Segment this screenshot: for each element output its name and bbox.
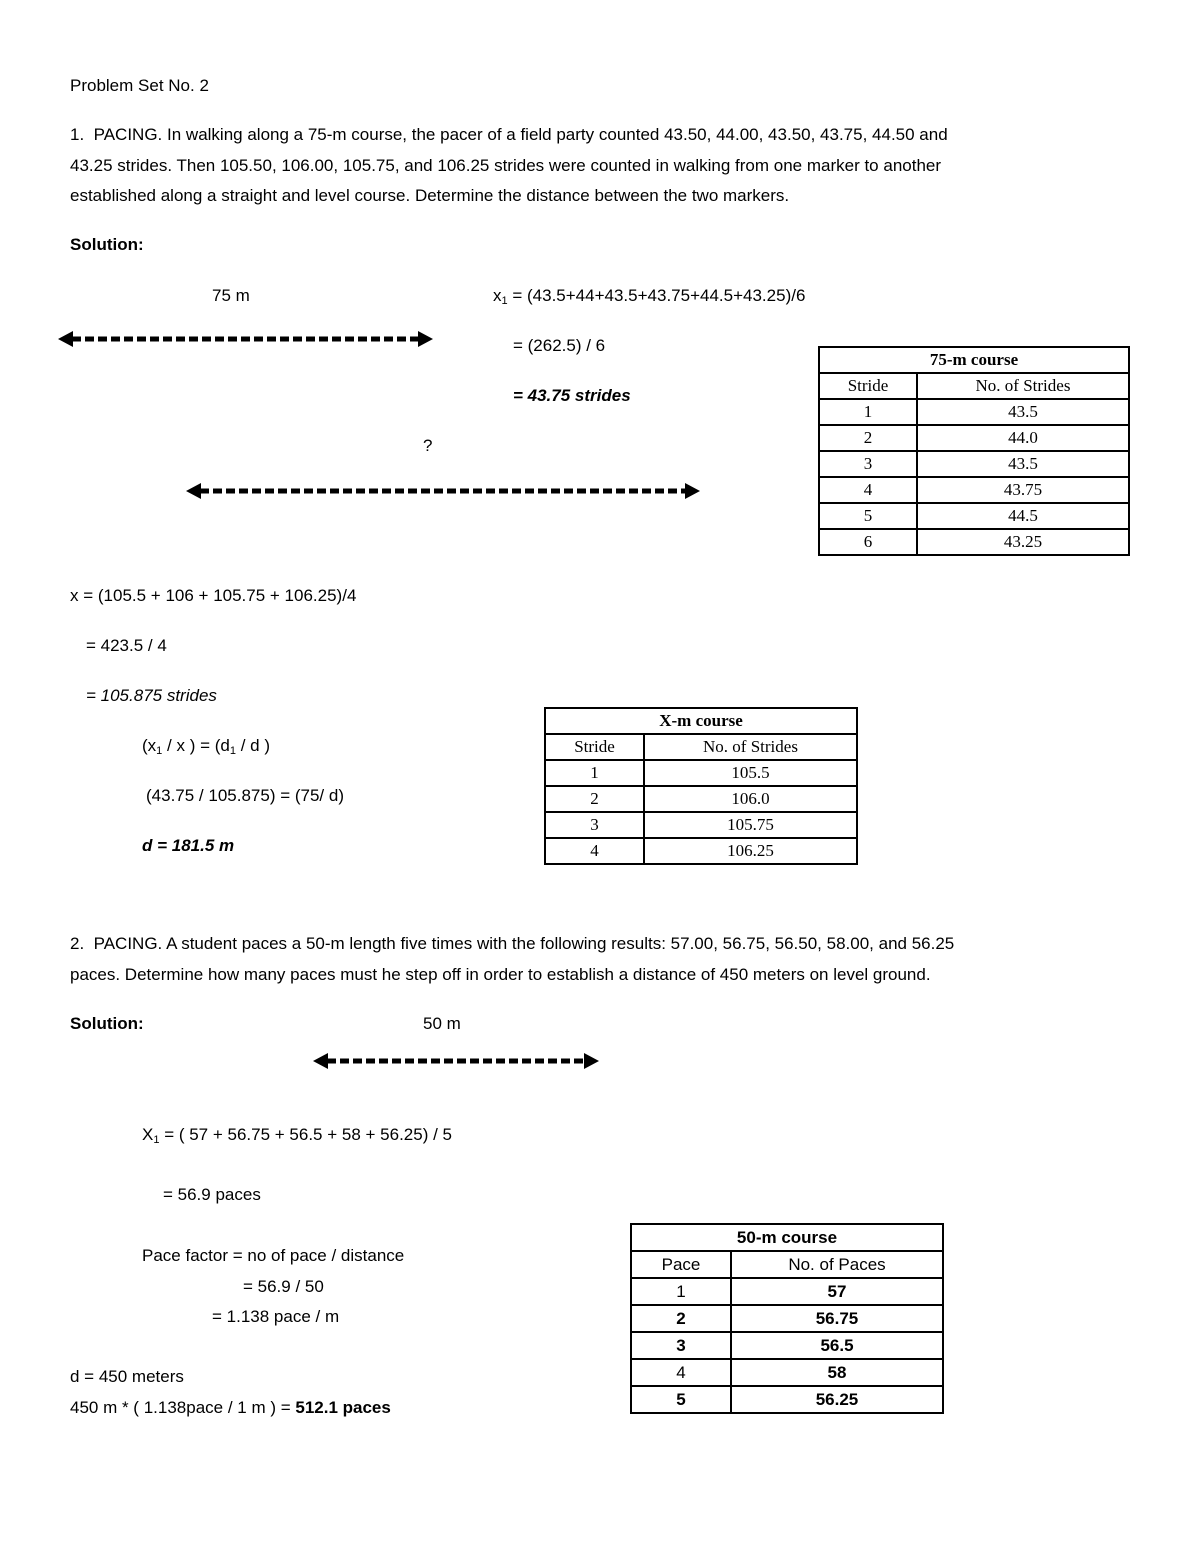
- p2-x1-result: = 56.9 paces: [163, 1185, 261, 1204]
- table3-caption: 50-m course: [631, 1224, 943, 1251]
- table2-col1: Stride: [545, 734, 644, 760]
- final-answer: 512.1 paces: [295, 1398, 391, 1417]
- table-x-m-course: [544, 707, 858, 865]
- table-row: 4 43.75: [819, 477, 1129, 503]
- problem2-line1: [70, 934, 954, 954]
- x1-result: = 43.75 strides: [513, 386, 631, 405]
- final-answer-line: 450 m * ( 1.138pace / 1 m ) = 512.1 paces: [70, 1398, 391, 1417]
- table2-caption: X-m course: [545, 708, 857, 734]
- table-row: 6 43.25: [819, 529, 1129, 555]
- problem1-text2: 43.25 strides. Then 105.50, 106.00, 105.75, and 106.25 strides were counted in walking from one marker to another: [70, 156, 942, 175]
- double-arrow-75m: [58, 330, 433, 348]
- pace-factor-step: = 56.9 / 50: [243, 1277, 324, 1296]
- page-title: Problem Set No. 2: [70, 76, 209, 95]
- table2-col2: No. of Strides: [644, 734, 857, 760]
- table-50m-course: [630, 1223, 944, 1414]
- problem2-text1: A student paces a 50-m length five times with the following results: 57.00, 56.75, 56.50, 58.00, and 56.25: [166, 934, 955, 953]
- table-row: 5 56.25: [631, 1386, 943, 1413]
- arrow2-label: ?: [423, 436, 433, 455]
- problem2-number: 2.: [70, 934, 85, 953]
- table1-caption: 75-m course: [819, 347, 1129, 373]
- problem1-number: 1.: [70, 125, 85, 144]
- distance-line: d = 450 meters: [70, 1367, 184, 1386]
- problem2-text2: paces. Determine how many paces must he step off in order to establish a distance of 450 meters on level ground.: [70, 965, 931, 984]
- problem1-heading: PACING.: [93, 125, 163, 144]
- table1-col2: No. of Strides: [917, 373, 1129, 399]
- ratio-equation: ($x_1$ / x ) = ($d_1$ / d ): [142, 736, 270, 757]
- table3-col2: No. of Paces: [731, 1251, 943, 1278]
- table-row: 4 58: [631, 1359, 943, 1386]
- table-row: 4 106.25: [545, 838, 857, 864]
- pace-factor-result: = 1.138 pace / m: [212, 1307, 340, 1326]
- table-row: 3 43.5: [819, 451, 1129, 477]
- x1-step2: = (262.5) / 6: [513, 336, 606, 355]
- pace-factor-definition: Pace factor = no of pace / distance: [142, 1246, 405, 1265]
- table-row: 1 57: [631, 1278, 943, 1305]
- problem1-text3: established along a straight and level course. Determine the distance between the two markers.: [70, 186, 790, 205]
- x-equation: x = (105.5 + 106 + 105.75 + 106.25)/4: [70, 586, 357, 605]
- distance-result: d = 181.5 m: [142, 836, 235, 855]
- table-row: 1 105.5: [545, 760, 857, 786]
- arrow1-label: 75 m: [212, 286, 250, 305]
- x-step2: = 423.5 / 4: [86, 636, 167, 655]
- x-result: = 105.875 strides: [86, 686, 217, 705]
- table-75m-course: [818, 346, 1130, 556]
- table-row: 5 44.5: [819, 503, 1129, 529]
- problem1-line1: [70, 125, 948, 145]
- problem2-heading: PACING.: [93, 934, 163, 953]
- double-arrow-unknown: [186, 482, 700, 500]
- table-row: 2 106.0: [545, 786, 857, 812]
- problem1-solution-label: Solution:: [70, 235, 144, 254]
- table-row: 3 56.5: [631, 1332, 943, 1359]
- arrow3-label: 50 m: [423, 1014, 461, 1033]
- double-arrow-50m: [313, 1052, 599, 1070]
- x1-equation: $x_1 = (43.5+44+43.5+43.75+44.5+43.25)/6$: [493, 286, 806, 307]
- table1-col1: Stride: [819, 373, 917, 399]
- table-row: 2 44.0: [819, 425, 1129, 451]
- p2-x1-equation: $X_1$ = ( 57 + 56.75 + 56.5 + 58 + 56.25) / 5: [142, 1125, 452, 1146]
- table-row: 3 105.75: [545, 812, 857, 838]
- table-row: 1 43.5: [819, 399, 1129, 425]
- problem2-solution-label: Solution:: [70, 1014, 144, 1033]
- table3-col1: Pace: [631, 1251, 731, 1278]
- table-row: 2 56.75: [631, 1305, 943, 1332]
- ratio-values: (43.75 / 105.875) = (75/ d): [146, 786, 344, 805]
- problem1-text1: In walking along a 75-m course, the pacer of a field party counted 43.50, 44.00, 43.50, 43.75, 44.50 and: [167, 125, 948, 144]
